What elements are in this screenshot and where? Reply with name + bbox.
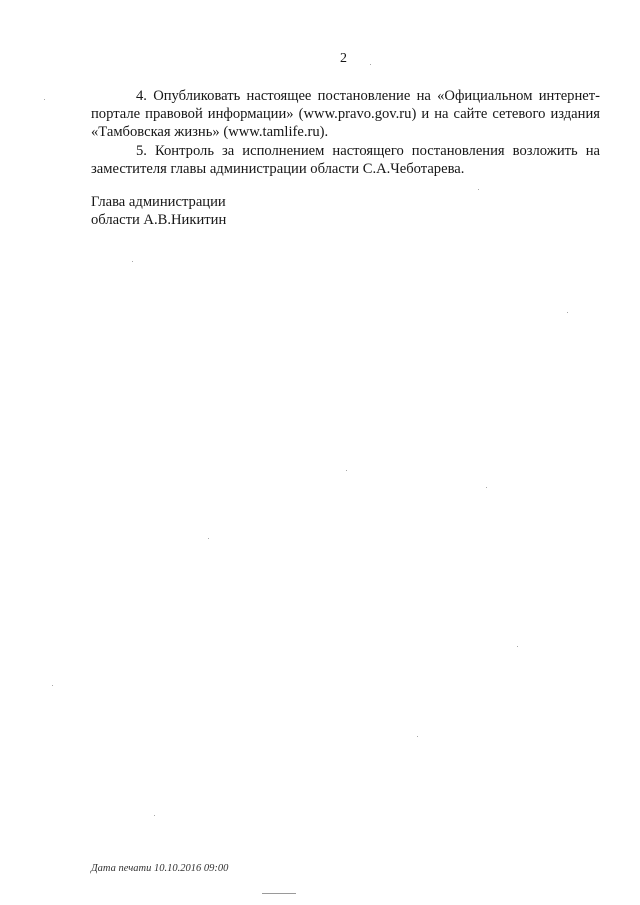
scan-speckle bbox=[132, 261, 133, 262]
signatory-title: Глава администрации bbox=[91, 194, 226, 210]
signatory-name: области А.В.Никитин bbox=[91, 212, 227, 229]
print-date-footer: Дата печати 10.10.2016 09:00 bbox=[91, 863, 229, 874]
scan-speckle bbox=[478, 189, 479, 190]
page-number: 2 bbox=[340, 51, 347, 66]
scan-speckle bbox=[44, 99, 45, 100]
scan-edge-mark bbox=[262, 893, 296, 894]
scan-speckle bbox=[208, 538, 209, 539]
scan-speckle bbox=[154, 815, 155, 816]
scan-speckle bbox=[486, 487, 487, 488]
decree-body bbox=[91, 87, 600, 178]
scan-speckle bbox=[52, 685, 53, 686]
paragraph-control: 5. Контроль за исполнением настоящего постановления возложить на заместителя главы администрации области С.А.Чеботарева. bbox=[91, 142, 600, 177]
scan-speckle bbox=[346, 470, 347, 471]
paragraph-publication: 4. Опубликовать настоящее постановление на «Официальном интернет-портале правовой информации» (www.pravo.gov.ru) и на сайте сетевого издания «Тамбовская жизнь» (www.tamlife.ru). bbox=[91, 88, 600, 141]
scan-speckle bbox=[370, 64, 371, 65]
scan-speckle bbox=[417, 736, 418, 737]
signature-block bbox=[91, 193, 226, 229]
scan-speckle bbox=[567, 312, 568, 313]
scan-speckle bbox=[517, 646, 518, 647]
